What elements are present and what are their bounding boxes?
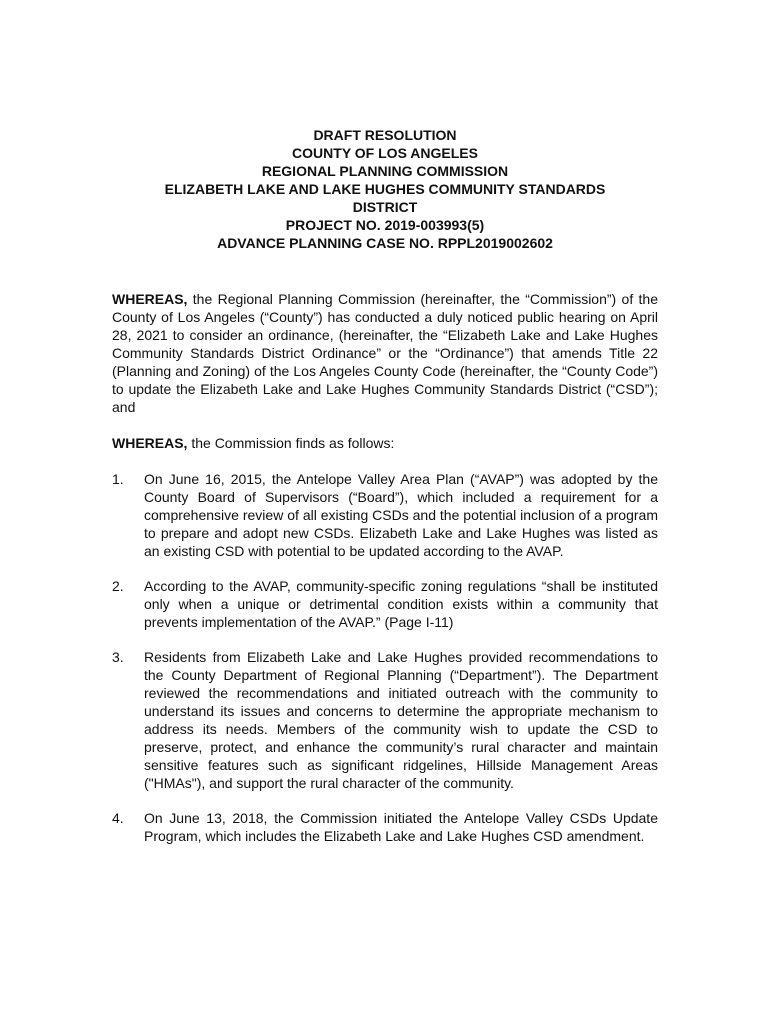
header-line: REGIONAL PLANNING COMMISSION — [261, 163, 509, 179]
header-line: ELIZABETH LAKE AND LAKE HUGHES COMMUNITY STANDARDS — [164, 181, 606, 197]
finding-text: Residents from Elizabeth Lake and Lake Hughes provided recommendations to the County Department of Regional Planning (“Department”). The Department reviewed the recommendations and initiated outreach with the community to understand its issues and concerns to determine the appropriate mechanism to address its needs. Members of the community wish to update the CSD to preserve, protect, and enhance the community’s rural character and maintain sensitive features such as significant ridgelines, Hillside Management Areas ("HMAs"), and support the rural character of the community. — [144, 649, 658, 791]
whereas-paragraph — [112, 434, 658, 452]
finding-item — [112, 648, 658, 792]
whereas-text: the Regional Planning Commission (hereinafter, the “Commission”) of the County of Los Angeles (“County”) has conducted a duly noticed public hearing on April 28, 2021 to consider an ordinance, (hereinafter, the “Elizabeth Lake and Lake Hughes Community Standards District Ordinance” or the “Ordinance”) that amends Title 22 (Planning and Zoning) of the Los Angeles County Code (hereinafter, the “County Code”) to update the Elizabeth Lake and Lake Hughes Community Standards District (“CSD”); and — [112, 291, 659, 415]
finding-number: 2. — [112, 578, 124, 594]
finding-text: On June 13, 2018, the Commission initiated the Antelope Valley CSDs Update Program, which includes the Elizabeth Lake and Lake Hughes CSD amendment. — [144, 810, 658, 844]
finding-item — [112, 470, 658, 560]
finding-item — [112, 809, 658, 845]
resolution-header — [112, 126, 658, 252]
header-line: DISTRICT — [352, 199, 418, 215]
header-line: PROJECT NO. 2019-003993(5) — [285, 217, 485, 233]
finding-number: 1. — [112, 471, 124, 487]
whereas-lead: WHEREAS, — [112, 435, 188, 451]
document-page — [112, 126, 658, 862]
header-line: ADVANCE PLANNING CASE NO. RPPL2019002602 — [217, 235, 553, 251]
header-line: COUNTY OF LOS ANGELES — [292, 145, 478, 161]
finding-number: 3. — [112, 649, 124, 665]
finding-item — [112, 577, 658, 631]
whereas-paragraph — [112, 290, 658, 416]
finding-text: According to the AVAP, community-specific zoning regulations “shall be instituted only when a unique or detrimental condition exists within a community that prevents implementation of the AVAP.” (Page I-11) — [144, 578, 658, 630]
finding-number: 4. — [112, 810, 124, 826]
header-line: DRAFT RESOLUTION — [313, 127, 457, 143]
finding-text: On June 16, 2015, the Antelope Valley Area Plan (“AVAP”) was adopted by the County Board of Supervisors (“Board”), which included a requirement for a comprehensive review of all existing CSDs and the potential inclusion of a program to prepare and adopt new CSDs. Elizabeth Lake and Lake Hughes was listed as an existing CSD with potential to be updated according to the AVAP. — [144, 471, 658, 559]
whereas-text: the Commission finds as follows: — [191, 435, 395, 451]
whereas-lead: WHEREAS, — [112, 291, 188, 307]
